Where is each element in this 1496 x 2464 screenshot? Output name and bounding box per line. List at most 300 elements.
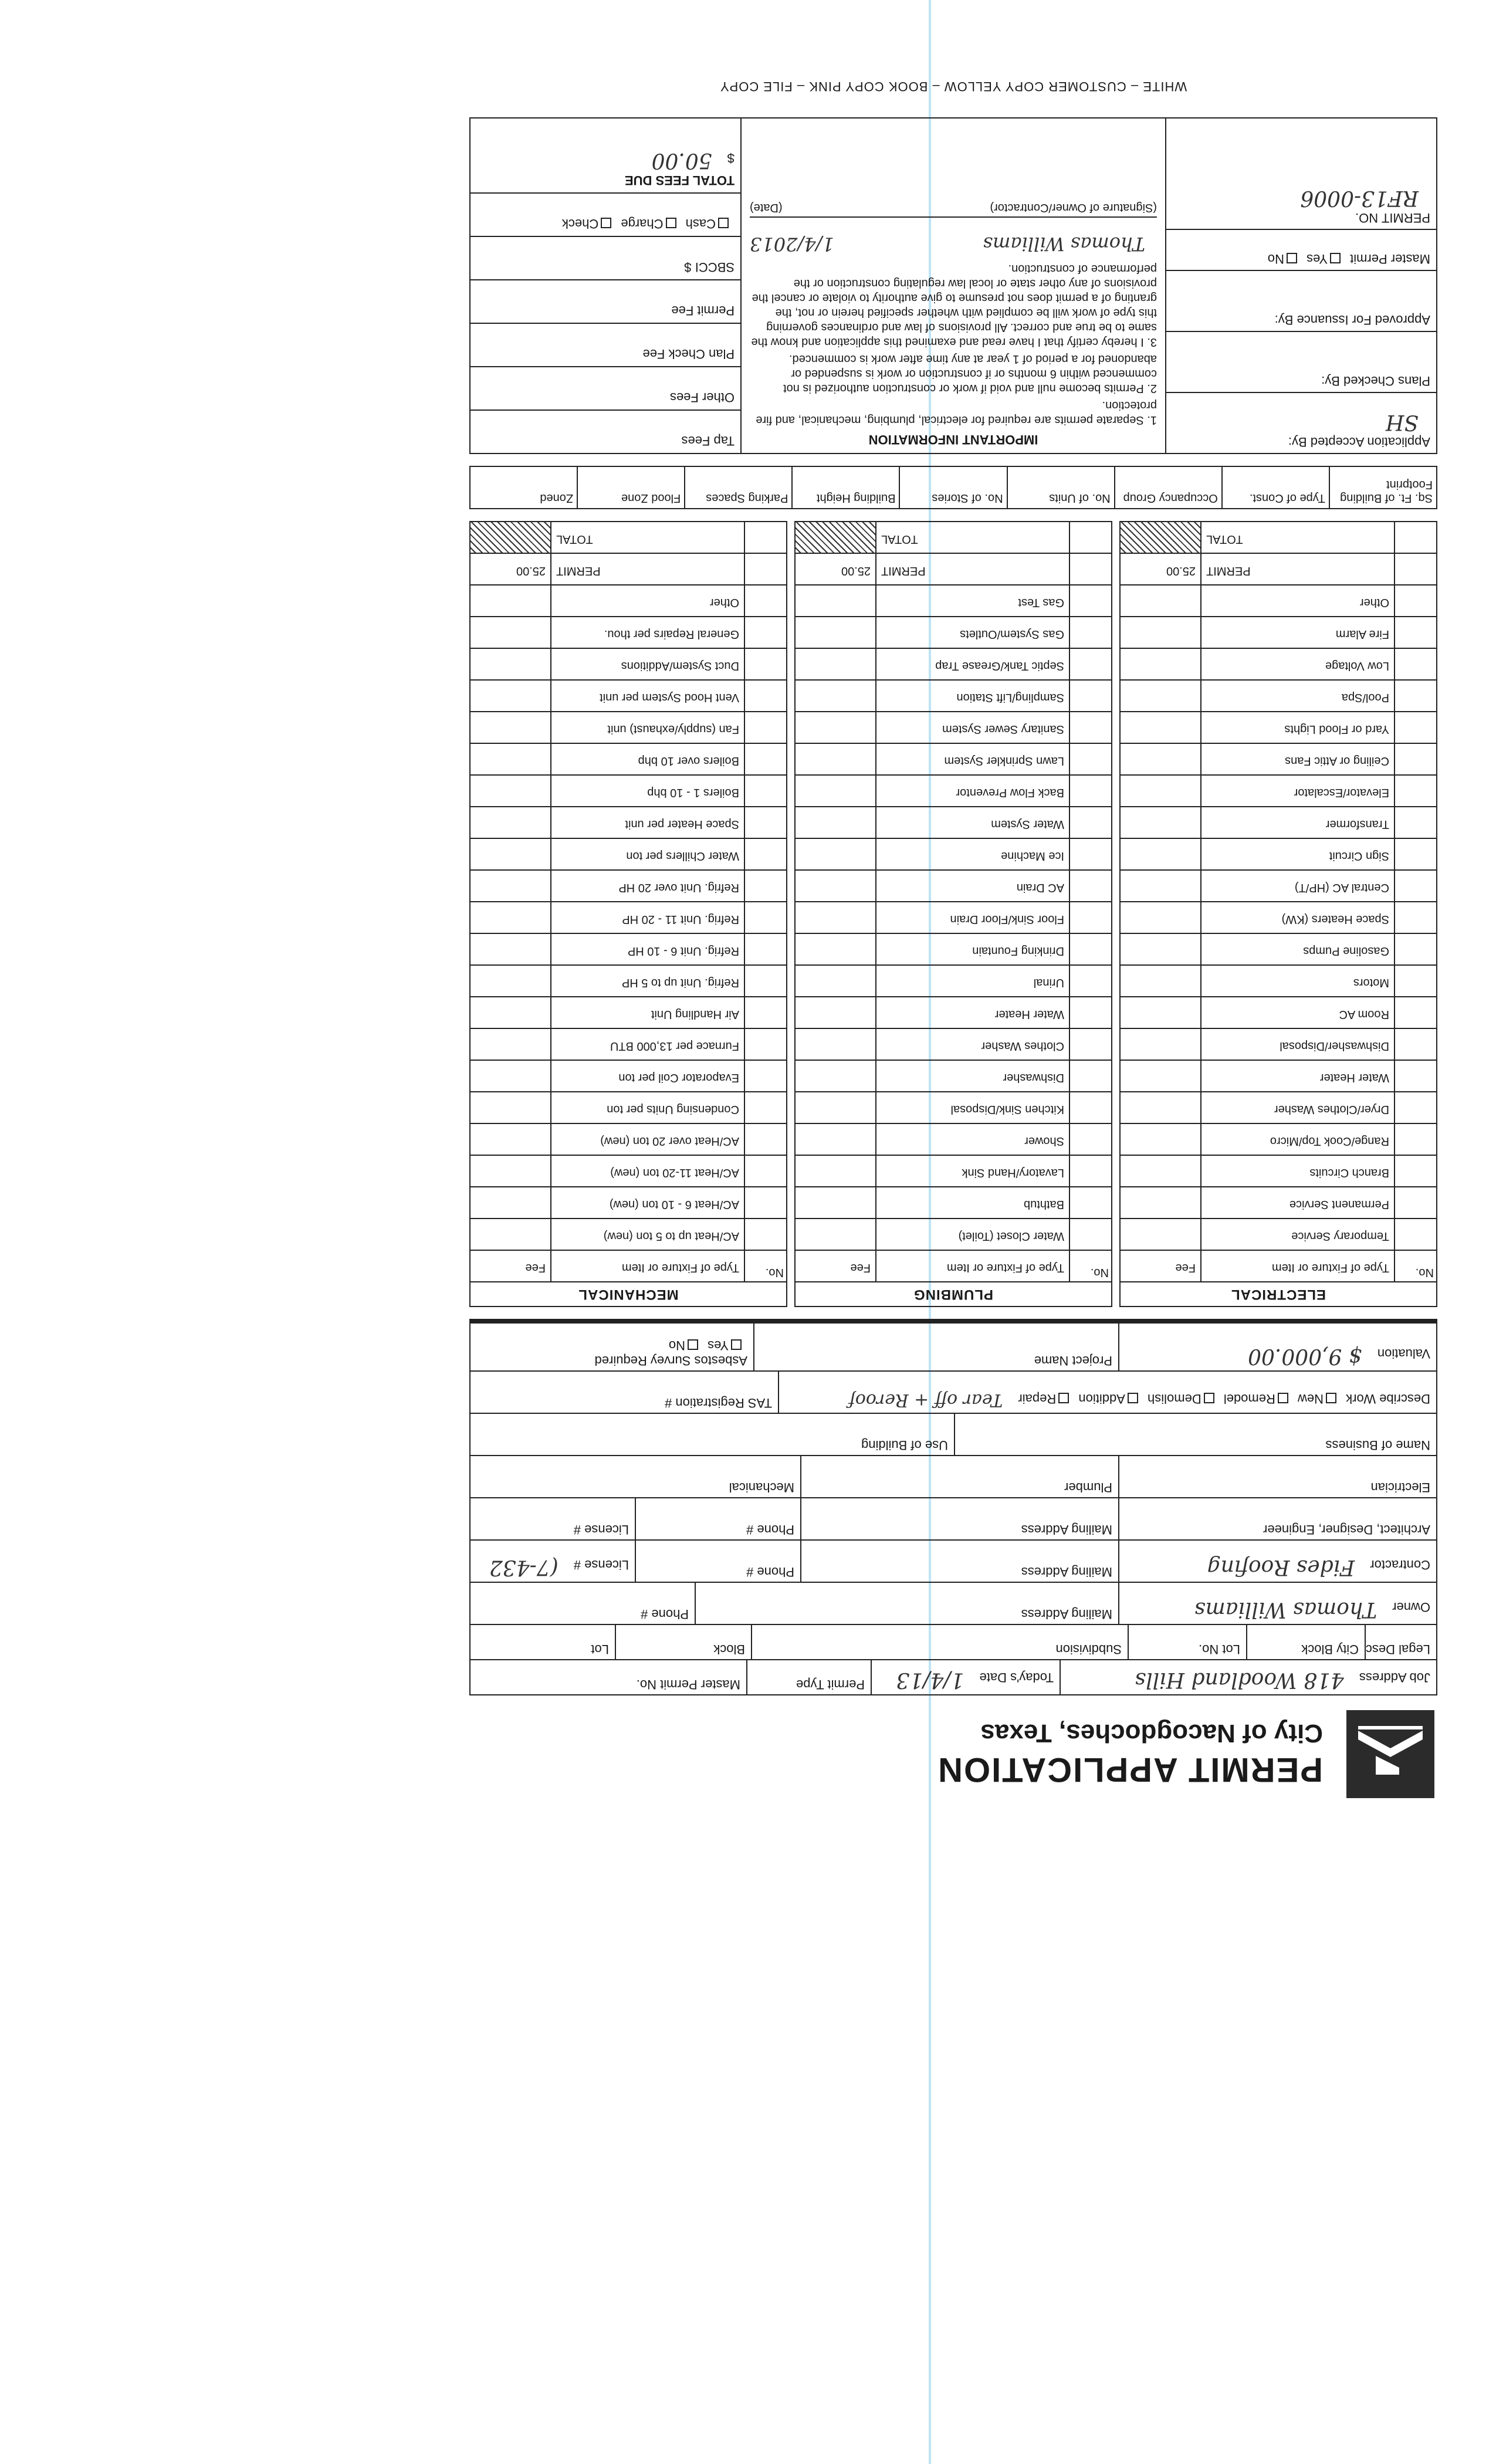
new-checkbox[interactable]	[1326, 1393, 1336, 1403]
fixture-count[interactable]	[744, 966, 786, 996]
fixture-count[interactable]	[1394, 871, 1436, 901]
fixture-row[interactable]	[796, 1218, 1111, 1250]
fixture-row[interactable]	[1121, 1123, 1436, 1155]
fixture-row[interactable]	[796, 616, 1111, 648]
fixture-count[interactable]	[1069, 585, 1111, 616]
fixture-count[interactable]	[1394, 902, 1436, 933]
fixture-row[interactable]	[796, 1091, 1111, 1123]
fixture-row[interactable]	[471, 616, 786, 648]
fixture-row[interactable]	[471, 806, 786, 838]
fixture-count[interactable]	[744, 585, 786, 616]
fixture-row[interactable]	[796, 679, 1111, 711]
fixture-count[interactable]	[1069, 617, 1111, 648]
fixture-count[interactable]	[744, 807, 786, 838]
fixture-row[interactable]	[471, 901, 786, 933]
fixture-count[interactable]	[744, 1187, 786, 1218]
building-stat-field[interactable]: Parking Spaces	[684, 467, 791, 508]
fixture-count[interactable]	[1069, 807, 1111, 838]
permit-fee-field[interactable]: Permit Fee	[471, 279, 740, 323]
fixture-row[interactable]	[471, 933, 786, 964]
total-label: TOTAL	[550, 522, 744, 553]
fixture-count[interactable]	[1394, 776, 1436, 806]
subdivision-field[interactable]: Subdivision	[751, 1625, 1128, 1659]
contractor-field[interactable]: Contractor Fides Roofing	[1118, 1541, 1436, 1582]
fixture-fee[interactable]	[1121, 649, 1200, 679]
fixture-fee[interactable]	[1121, 744, 1200, 774]
building-stat-field[interactable]: No. of Stories	[899, 467, 1006, 508]
fixture-row[interactable]	[796, 806, 1111, 838]
tas-registration-field[interactable]: TAS Registration #	[664, 1396, 772, 1410]
fixture-fee[interactable]	[796, 966, 875, 996]
column-header-row	[471, 1250, 786, 1281]
fixture-fee[interactable]	[471, 871, 550, 901]
sbcci-field[interactable]: SBCCI $	[471, 236, 740, 279]
fixture-fee[interactable]	[796, 839, 875, 869]
todays-date-value: 1/4/13	[896, 1668, 964, 1692]
fixture-row[interactable]	[471, 584, 786, 616]
fixture-row[interactable]	[796, 711, 1111, 743]
check-checkbox[interactable]	[601, 218, 611, 228]
fixture-fee[interactable]	[471, 617, 550, 648]
owner-field[interactable]: Owner Thomas Williams	[1118, 1583, 1436, 1624]
fixture-row[interactable]	[471, 1028, 786, 1060]
total-hatch	[1121, 522, 1200, 553]
fixture-count[interactable]	[744, 712, 786, 743]
architect-field[interactable]: Architect, Designer, Engineer	[1118, 1498, 1436, 1539]
fixture-count[interactable]	[1069, 902, 1111, 933]
project-name-field[interactable]: Project Name	[753, 1324, 1118, 1370]
fixture-row[interactable]	[471, 679, 786, 711]
fixture-fee[interactable]	[1121, 1219, 1200, 1250]
fixture-fee[interactable]	[1121, 966, 1200, 996]
permit-label: PERMIT	[1200, 554, 1394, 584]
fixture-row[interactable]	[1121, 1091, 1436, 1123]
owner-phone-field[interactable]: Phone #	[641, 1607, 689, 1622]
lot-field[interactable]: Lot	[591, 1642, 609, 1657]
building-stat-field[interactable]: Type of Const.	[1221, 467, 1329, 508]
fixture-fee[interactable]	[796, 712, 875, 743]
fixture-count[interactable]	[744, 776, 786, 806]
fixture-fee[interactable]	[471, 1124, 550, 1155]
fixture-row[interactable]	[796, 1060, 1111, 1091]
fixture-fee[interactable]	[471, 997, 550, 1028]
owner-row	[469, 1582, 1437, 1624]
contractor-mailing-field[interactable]: Mailing Address	[800, 1541, 1118, 1582]
fixture-fee[interactable]	[1121, 1156, 1200, 1186]
fixture-fee[interactable]	[471, 585, 550, 616]
fixture-label: Range/Cook Top/Micro	[1200, 1124, 1394, 1155]
todays-date-field[interactable]: Today's Date 1/4/13	[871, 1660, 1060, 1694]
total-fees-field[interactable]: TOTAL FEES DUE $ 50.00	[624, 148, 735, 188]
fixture-count[interactable]	[1394, 649, 1436, 679]
describe-work-field[interactable]: Describe Work New Remodel Demolish Addition Repair Tear off + Reroof	[778, 1372, 1436, 1413]
signature-value: Thomas Williams	[983, 233, 1145, 255]
fixture-count[interactable]	[1394, 1124, 1436, 1155]
fixture-row[interactable]	[796, 774, 1111, 806]
fixture-count[interactable]	[1069, 1061, 1111, 1091]
fixture-count[interactable]	[1069, 1029, 1111, 1060]
fixture-row[interactable]	[1121, 774, 1436, 806]
fixture-row[interactable]	[1121, 964, 1436, 996]
permit-application-form	[469, 79, 1437, 1813]
fixture-count[interactable]	[744, 744, 786, 774]
fixture-fee[interactable]	[1121, 1092, 1200, 1123]
fixture-count[interactable]	[744, 934, 786, 964]
fixture-fee[interactable]	[471, 966, 550, 996]
fixture-row[interactable]	[1121, 1186, 1436, 1218]
fixture-count[interactable]	[1069, 1187, 1111, 1218]
fee-header: Fee	[1175, 1261, 1196, 1274]
fixture-count[interactable]	[1069, 997, 1111, 1028]
fixture-fee[interactable]	[471, 807, 550, 838]
signature-line[interactable]: (Signature of Owner/Contractor) (Date)	[750, 201, 1157, 218]
fixture-fee[interactable]	[796, 1061, 875, 1091]
accepted-by-field[interactable]: Application Accepted By: SH	[1166, 392, 1436, 453]
fixture-fee[interactable]	[796, 997, 875, 1028]
permit-number-field[interactable]: PERMIT NO. RF13-0006	[1166, 163, 1436, 229]
fixture-count[interactable]	[1069, 1092, 1111, 1123]
blank-cell	[1069, 554, 1111, 584]
building-stat-field[interactable]: Flood Zone	[577, 467, 684, 508]
fixture-fee[interactable]	[796, 934, 875, 964]
fixture-fee[interactable]	[1121, 1124, 1200, 1155]
fixture-count[interactable]	[1069, 966, 1111, 996]
job-address-row	[469, 1659, 1437, 1695]
fixture-label: Boilers 1 - 10 bhp	[550, 776, 744, 806]
fixture-row[interactable]	[471, 774, 786, 806]
fixture-count[interactable]	[1394, 997, 1436, 1028]
work-description-value: Tear off + Reroof	[848, 1390, 1003, 1410]
contractor-license-field[interactable]: License # (7-432	[489, 1555, 629, 1579]
asbestos-yes-checkbox[interactable]	[731, 1339, 742, 1350]
addition-checkbox[interactable]	[1128, 1393, 1138, 1403]
master-no-checkbox[interactable]	[1287, 253, 1297, 263]
fixture-fee[interactable]	[471, 744, 550, 774]
asbestos-no-checkbox[interactable]	[688, 1339, 698, 1350]
fixture-fee[interactable]	[796, 1187, 875, 1218]
fixture-count[interactable]	[1069, 1156, 1111, 1186]
fixture-row[interactable]	[1121, 616, 1436, 648]
fixture-fee[interactable]	[1121, 997, 1200, 1028]
column-title: ELECTRICAL	[1121, 1281, 1436, 1306]
blank-cell	[744, 554, 786, 584]
fixture-fee[interactable]	[1121, 934, 1200, 964]
fixture-row[interactable]	[471, 1218, 786, 1250]
fixture-row[interactable]	[1121, 869, 1436, 901]
owner-mailing-field[interactable]: Mailing Address	[695, 1583, 1118, 1624]
fixture-row[interactable]	[796, 1028, 1111, 1060]
fixture-fee[interactable]	[1121, 1187, 1200, 1218]
fixture-row[interactable]	[1121, 648, 1436, 679]
office-approvals	[1165, 119, 1436, 453]
contractor-phone-field[interactable]: Phone #	[635, 1541, 800, 1582]
fixture-fee[interactable]	[1121, 1029, 1200, 1060]
fixture-count[interactable]	[744, 681, 786, 711]
fixture-count[interactable]	[1394, 1092, 1436, 1123]
fixture-count[interactable]	[744, 871, 786, 901]
fixture-fee[interactable]	[796, 585, 875, 616]
city-block-field[interactable]: City Block	[1246, 1625, 1365, 1659]
fixture-count[interactable]	[1394, 966, 1436, 996]
fixture-count[interactable]	[744, 839, 786, 869]
fixture-fee[interactable]	[796, 1124, 875, 1155]
fixture-fee[interactable]	[796, 902, 875, 933]
fixture-row[interactable]	[796, 933, 1111, 964]
fixture-label: Water System	[875, 807, 1069, 838]
architect-row	[469, 1497, 1437, 1539]
fixture-label: Room AC	[1200, 997, 1394, 1028]
architect-license-field[interactable]: License #	[573, 1522, 629, 1537]
fixture-count[interactable]	[1394, 1061, 1436, 1091]
fixture-row[interactable]	[1121, 743, 1436, 774]
signature-date-value: 1/4/2013	[750, 233, 834, 255]
fixture-row[interactable]	[796, 964, 1111, 996]
master-permit-choice: Master Permit Yes No	[1166, 229, 1436, 270]
fixture-row[interactable]	[1121, 1155, 1436, 1186]
fixture-fee[interactable]	[471, 1187, 550, 1218]
fixture-fee[interactable]	[796, 744, 875, 774]
fixture-fee[interactable]	[796, 1219, 875, 1250]
fixture-row[interactable]	[471, 648, 786, 679]
column-title: MECHANICAL	[471, 1281, 786, 1306]
fixture-label: Gas Test	[875, 585, 1069, 616]
fixture-count[interactable]	[744, 617, 786, 648]
asbestos-field[interactable]: Asbestos Survey Required Yes No	[594, 1338, 747, 1368]
business-name-field[interactable]: Name of Business	[954, 1414, 1436, 1455]
fixture-row[interactable]	[471, 1155, 786, 1186]
fixture-count[interactable]	[1394, 712, 1436, 743]
fixture-fee[interactable]	[1121, 807, 1200, 838]
fixture-label: Clothes Washer	[875, 1029, 1069, 1060]
fixture-row[interactable]	[796, 869, 1111, 901]
fixture-fee[interactable]	[796, 807, 875, 838]
fixture-fee[interactable]	[796, 1156, 875, 1186]
fixture-count[interactable]	[1394, 585, 1436, 616]
fixture-row[interactable]	[796, 901, 1111, 933]
fixture-count[interactable]	[744, 1029, 786, 1060]
lot-no-field[interactable]: Lot No.	[1128, 1625, 1246, 1659]
fixture-row[interactable]	[471, 1091, 786, 1123]
fixture-fee[interactable]	[1121, 839, 1200, 869]
fixture-label: Dishwasher/Disposal	[1200, 1029, 1394, 1060]
fixture-fee[interactable]	[471, 839, 550, 869]
fixture-count[interactable]	[744, 1124, 786, 1155]
fixture-count[interactable]	[1069, 712, 1111, 743]
fixture-fee[interactable]	[471, 1156, 550, 1186]
fixture-fee[interactable]	[471, 649, 550, 679]
fixture-fee[interactable]	[1121, 617, 1200, 648]
fixture-label: Air Handling Unit	[550, 997, 744, 1028]
fixture-row[interactable]	[471, 964, 786, 996]
fixture-fee[interactable]	[471, 1219, 550, 1250]
building-stat-field[interactable]: Sq. Ft. of Building Footprint	[1329, 467, 1436, 508]
fixture-row[interactable]	[1121, 1218, 1436, 1250]
fixture-count[interactable]	[1069, 681, 1111, 711]
fixture-count[interactable]	[1394, 1029, 1436, 1060]
building-stat-field[interactable]: Building Height	[791, 467, 899, 508]
fixture-count[interactable]	[744, 649, 786, 679]
fixture-row[interactable]	[1121, 901, 1436, 933]
fixture-fee[interactable]	[796, 871, 875, 901]
fixture-label: AC Drain	[875, 871, 1069, 901]
fixture-fee[interactable]	[471, 1092, 550, 1123]
fixture-fee[interactable]	[1121, 871, 1200, 901]
permit-fee-value: 25.00	[516, 564, 546, 577]
fixture-fee[interactable]	[796, 1092, 875, 1123]
other-fees-field[interactable]: Other Fees	[471, 366, 740, 409]
fixture-fee[interactable]	[471, 1029, 550, 1060]
fixture-fee[interactable]	[1121, 902, 1200, 933]
fixture-row[interactable]	[471, 869, 786, 901]
master-permit-field[interactable]: Master Permit No.	[636, 1677, 740, 1692]
fixture-fee[interactable]	[471, 712, 550, 743]
fixture-count[interactable]	[1394, 934, 1436, 964]
fixture-row[interactable]	[1121, 1060, 1436, 1091]
fixture-label: Lawn Sprinkler System	[875, 744, 1069, 774]
architect-mailing-field[interactable]: Mailing Address	[800, 1498, 1118, 1539]
repair-checkbox[interactable]	[1058, 1393, 1069, 1403]
building-stat-field[interactable]: No. of Units	[1007, 467, 1114, 508]
fixture-count[interactable]	[1394, 1219, 1436, 1250]
fixture-label: Gas System/Outlets	[875, 617, 1069, 648]
permit-fee-value: 25.00	[841, 564, 871, 577]
fixture-fee[interactable]	[1121, 776, 1200, 806]
fixture-fee[interactable]	[796, 1029, 875, 1060]
fixture-count[interactable]	[744, 1219, 786, 1250]
fixture-count[interactable]	[1394, 681, 1436, 711]
plumber-field[interactable]: Plumber	[800, 1456, 1118, 1497]
payment-method: Cash Charge Check	[471, 192, 740, 236]
fixture-row[interactable]	[1121, 679, 1436, 711]
fixture-fee[interactable]	[1121, 585, 1200, 616]
fixture-label: Furnace per 13,000 BTU	[550, 1029, 744, 1060]
fixture-row[interactable]	[796, 648, 1111, 679]
fixture-row[interactable]	[471, 743, 786, 774]
fixture-label: Ceiling or Attic Fans	[1200, 744, 1394, 774]
fixture-row[interactable]	[796, 584, 1111, 616]
fixture-count[interactable]	[744, 1092, 786, 1123]
architect-phone-field[interactable]: Phone #	[635, 1498, 800, 1539]
fixture-label: Dishwasher	[875, 1061, 1069, 1091]
fixture-count[interactable]	[1069, 649, 1111, 679]
fixture-row[interactable]	[796, 1186, 1111, 1218]
fixture-count[interactable]	[1394, 617, 1436, 648]
fixture-row[interactable]	[796, 1155, 1111, 1186]
fixture-fee[interactable]	[471, 934, 550, 964]
city-logo-icon	[1346, 1710, 1434, 1798]
fixture-fee[interactable]	[1121, 1061, 1200, 1091]
fixture-count[interactable]	[744, 902, 786, 933]
fixture-row[interactable]	[1121, 1028, 1436, 1060]
fixture-row[interactable]	[471, 711, 786, 743]
electrician-field[interactable]: Electrician	[1118, 1456, 1436, 1497]
form-title: PERMIT APPLICATION	[937, 1751, 1323, 1789]
fixture-row[interactable]	[796, 838, 1111, 869]
permit-number-value: RF13-0006	[1300, 186, 1419, 210]
building-stat-field[interactable]: Zoned	[540, 492, 574, 505]
fixture-label: Yard or Flood Lights	[1200, 712, 1394, 743]
fixture-row[interactable]	[1121, 996, 1436, 1028]
permit-fee-row	[796, 553, 1111, 584]
fixture-label: Space Heaters (KW)	[1200, 902, 1394, 933]
tap-fees-field[interactable]: Tap Fees	[471, 409, 740, 453]
fixture-label: Elevator/Escalator	[1200, 776, 1394, 806]
fixture-row[interactable]	[471, 1060, 786, 1091]
fixture-count[interactable]	[744, 997, 786, 1028]
fixture-fee[interactable]	[471, 902, 550, 933]
fixture-count[interactable]	[1394, 1187, 1436, 1218]
fixture-fee[interactable]	[471, 681, 550, 711]
fixture-count[interactable]	[744, 1156, 786, 1186]
charge-checkbox[interactable]	[666, 218, 676, 228]
fixture-label: Sampling/Lift Station	[875, 681, 1069, 711]
job-address-value: 418 Woodland Hills	[1135, 1668, 1344, 1692]
fixture-row[interactable]	[796, 996, 1111, 1028]
mechanical-field[interactable]: Mechanical	[729, 1480, 794, 1495]
demolish-checkbox[interactable]	[1204, 1393, 1214, 1403]
important-information: IMPORTANT INFORMATION 1. Separate permits are required for electrical, plumbing, mechanical, and fire protection. 2. Permits become null and void if work or construction authorized is not commenced within 6 months or if construction or work is suspended or abandoned for a period of 1 year at any time after work is commenced. 3. I hereby certify that I have read and examined this application and know the same to be true and correct. All provisions of law and ordinances governing this type of work will be complied with whether specified herein or not, the granting of a permit does not presume to give authority to violate or cancel the provisions of any other state or local law regulating construction or the performance of construction. Thomas Williams 1/4/2013 (Signature of Owner/Contractor) (Date)	[740, 119, 1165, 453]
plans-checked-field[interactable]: Plans Checked By:	[1166, 331, 1436, 392]
fixture-count[interactable]	[1069, 839, 1111, 869]
fixture-count[interactable]	[1069, 1219, 1111, 1250]
trades-row	[469, 1455, 1437, 1497]
fixture-count[interactable]	[1069, 744, 1111, 774]
fixture-count[interactable]	[1069, 871, 1111, 901]
fixture-count[interactable]	[1069, 1124, 1111, 1155]
fixture-count[interactable]	[1394, 1156, 1436, 1186]
fixture-count[interactable]	[744, 1061, 786, 1091]
fixture-count[interactable]	[1069, 934, 1111, 964]
total-row	[796, 522, 1111, 553]
master-yes-checkbox[interactable]	[1330, 253, 1341, 263]
fixture-count[interactable]	[1394, 744, 1436, 774]
remodel-checkbox[interactable]	[1278, 1393, 1288, 1403]
fixture-row[interactable]	[471, 996, 786, 1028]
fixture-count[interactable]	[1394, 807, 1436, 838]
fixture-row[interactable]	[796, 743, 1111, 774]
fixture-row[interactable]	[471, 838, 786, 869]
cash-checkbox[interactable]	[718, 218, 729, 228]
fixture-row[interactable]	[1121, 711, 1436, 743]
fixture-count[interactable]	[1394, 839, 1436, 869]
fixture-row[interactable]	[471, 1186, 786, 1218]
fixture-fee[interactable]	[796, 776, 875, 806]
electrical-column	[1119, 521, 1437, 1307]
permit-type-field[interactable]: Permit Type	[746, 1660, 871, 1694]
fixture-fee[interactable]	[1121, 681, 1200, 711]
approved-by-field[interactable]: Approved For Issuance By:	[1166, 270, 1436, 331]
fixture-count[interactable]	[1069, 776, 1111, 806]
plan-check-fee-field[interactable]: Plan Check Fee	[471, 323, 740, 366]
fixture-row[interactable]	[1121, 838, 1436, 869]
fixture-row[interactable]	[1121, 806, 1436, 838]
job-address-field[interactable]: Job Address 418 Woodland Hills	[1060, 1660, 1436, 1694]
fixture-row[interactable]	[1121, 933, 1436, 964]
fixture-row[interactable]	[471, 1123, 786, 1155]
block-field[interactable]: Block	[615, 1625, 751, 1659]
valuation-field[interactable]: Valuation $ 9,000.00	[1118, 1324, 1436, 1370]
use-of-building-field[interactable]: Use of Building	[861, 1438, 948, 1453]
fixture-fee[interactable]	[471, 776, 550, 806]
fixture-row[interactable]	[1121, 584, 1436, 616]
fixture-fee[interactable]	[796, 617, 875, 648]
fixture-fee[interactable]	[796, 681, 875, 711]
building-stat-field[interactable]: Occupancy Group	[1114, 467, 1221, 508]
fixture-fee[interactable]	[796, 649, 875, 679]
fixture-fee[interactable]	[471, 1061, 550, 1091]
fixture-row[interactable]	[796, 1123, 1111, 1155]
fixture-fee[interactable]	[1121, 712, 1200, 743]
